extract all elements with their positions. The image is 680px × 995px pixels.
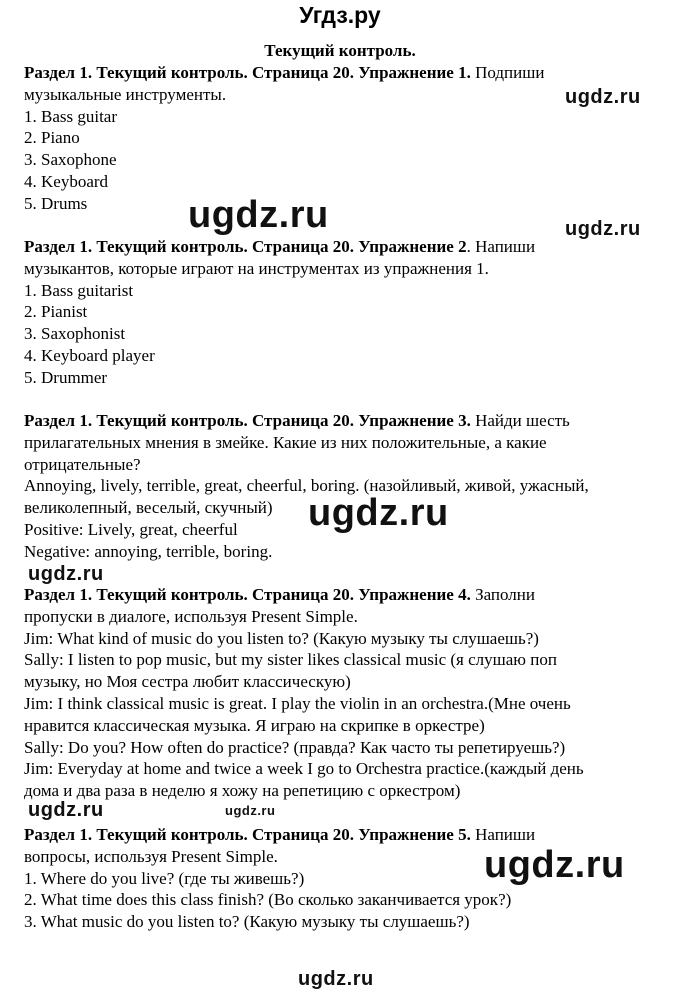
watermark: ugdz.ru (565, 86, 641, 108)
dialogue-line: Jim: Everyday at home and twice a week I go to Orchestra practice.(каждый день (24, 759, 584, 779)
exercise-5-task-cont: вопросы, используя Present Simple. (24, 846, 278, 866)
list-item: 2. What time does this class finish? (Во сколько заканчивается урок?) (24, 890, 512, 910)
exercise-5-task: Напиши (470, 825, 536, 844)
dialogue-line: Sally: I listen to pop music, but my sister likes classical music (я слушаю поп (24, 650, 557, 670)
answer-line: Annoying, lively, terrible, great, cheerful, boring. (назойливый, живой, ужасный, (24, 476, 589, 496)
exercise-4 (24, 584, 664, 802)
negative-line: Negative: annoying, terrible, boring. (24, 541, 273, 561)
dialogue-line: музыку, но Моя сестра любит классическую) (24, 672, 351, 692)
exercise-2 (24, 236, 664, 389)
exercise-3-task-cont: прилагательных мнения в змейке. Какие из них положительные, а какие (24, 432, 547, 452)
exercise-3 (24, 410, 664, 563)
list-item: 3. What music do you listen to? (Какую музыку ты слушаешь?) (24, 912, 470, 932)
watermark: ugdz.ru (28, 799, 104, 821)
exercise-3-task-cont: отрицательные? (24, 454, 141, 474)
exercise-3-title: Раздел 1. Текущий контроль. Страница 20. Упражнение 3. (24, 411, 471, 430)
watermark: ugdz.ru (225, 803, 276, 818)
exercise-1-title: Раздел 1. Текущий контроль. Страница 20. Упражнение 1. (24, 63, 471, 82)
watermark: ugdz.ru (28, 563, 104, 585)
list-item: 2. Pianist (24, 302, 88, 322)
dialogue-line: дома и два раза в неделю я хожу на репетицию с оркестром) (24, 781, 461, 801)
watermark: ugdz.ru (188, 194, 329, 236)
list-item: 3. Saxophonist (24, 324, 126, 344)
list-item: 5. Drummer (24, 367, 108, 387)
dialogue-line: Sally: Do you? How often do practice? (правда? Как часто ты репетируешь?) (24, 737, 566, 757)
dialogue-line: нравится классическая музыка. Я играю на скрипке в оркестре) (24, 715, 485, 735)
list-item: 5. Drums (24, 193, 88, 213)
exercise-5-title: Раздел 1. Текущий контроль. Страница 20. Упражнение 5. (24, 825, 471, 844)
exercise-2-title: Раздел 1. Текущий контроль. Страница 20. Упражнение 2 (24, 237, 467, 256)
watermark: ugdz.ru (298, 968, 374, 990)
site-title: Угдз.ру (299, 2, 381, 28)
dialogue-line: Jim: I think classical music is great. I play the violin in an orchestra.(Мне очень (24, 693, 571, 713)
exercise-4-task-cont: пропуски в диалоге, используя Present Simple. (24, 606, 358, 626)
list-item: 4. Keyboard player (24, 345, 155, 365)
dialogue-line: Jim: What kind of music do you listen to? (Какую музыку ты слушаешь?) (24, 628, 539, 648)
list-item: 4. Keyboard (24, 171, 109, 191)
exercise-2-task: . Напиши (466, 237, 536, 256)
positive-line: Positive: Lively, great, cheerful (24, 519, 238, 539)
exercise-1 (24, 62, 664, 215)
list-item: 2. Piano (24, 128, 80, 148)
exercise-4-task: Заполни (470, 585, 535, 604)
exercise-1-task: Подпиши (470, 63, 545, 82)
list-item: 1. Where do you live? (где ты живешь?) (24, 868, 305, 888)
answer-line: великолепный, веселый, скучный) (24, 498, 273, 518)
watermark: ugdz.ru (484, 844, 625, 886)
watermark: ugdz.ru (565, 218, 641, 240)
exercise-1-task-cont: музыкальные инструменты. (24, 84, 227, 104)
list-item: 1. Bass guitarist (24, 280, 134, 300)
watermark: ugdz.ru (308, 492, 449, 534)
page-heading: Текущий контроль. (264, 41, 416, 60)
exercise-4-title: Раздел 1. Текущий контроль. Страница 20. Упражнение 4. (24, 585, 471, 604)
exercise-2-task-cont: музыкантов, которые играют на инструментах из упражнения 1. (24, 258, 489, 278)
list-item: 3. Saxophone (24, 150, 117, 170)
list-item: 1. Bass guitar (24, 106, 118, 126)
exercise-3-task: Найди шесть (470, 411, 570, 430)
